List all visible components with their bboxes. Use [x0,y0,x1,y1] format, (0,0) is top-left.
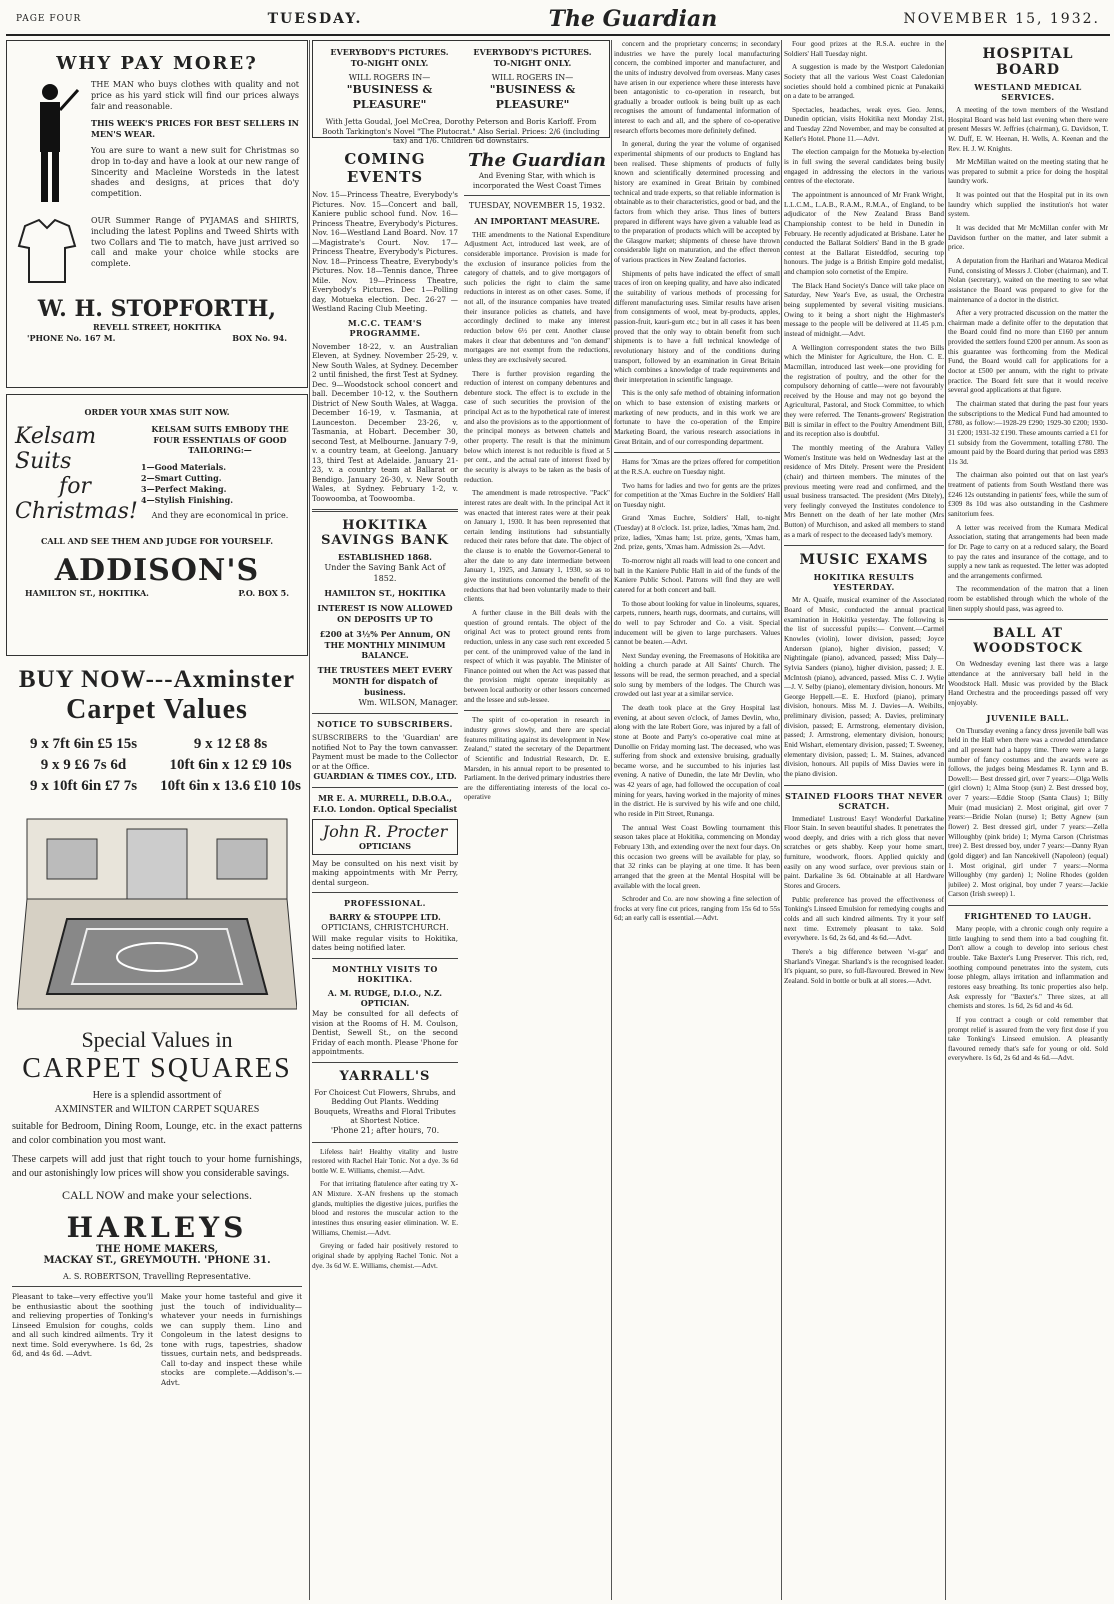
masthead-day: TUESDAY. [267,11,363,27]
news-paragraph: Immediate! Lustrous! Easy! Wonderful Darkaline Floor Stain. In seven beautiful shades. It penetrates the wood deeply, and dries with a rich gloss that never scratches or gets shabby. Keep your home smart, furniture, woodwork, floors. Applied quickly and easily on any wood surface, over previous stain or paint. Darkaline 3s 6d. Obtainable at all Hardware Stores and Grocers. [784,814,944,891]
column-1-ads [6,40,308,1600]
news-paragraph: Shipments of pelts have indicated the effect of small traces of iron on keeping quality, and have also indicated the suitability of various methods of processing for different manufacturing uses. Similar results have arisen from consignments of wool, meat by-products, apples, passion-fruit, kauri-gum etc.; but in all cases it has been proved that the only way to obtain benefit from such shipments is to have a full technical knowledge of revolutionary history and of the conditions during transport, followed by an examination in Great Britain which combines a knowledge of trade requirements and their interpretation in scientific language. [614,269,780,384]
box-number: BOX No. 94. [232,332,287,343]
bank-interest: INTEREST IS NOW ALLOWED ON DEPOSITS UP TO [317,603,453,624]
bank-manager: Wm. WILSON, Manager. [358,697,458,707]
column-rule [611,40,612,1600]
price-item: 9 x 7ft 6in £5 15s [29,736,138,752]
pictures-header: EVERYBODY'S PICTURES. TO-NIGHT ONLY. [330,47,449,68]
advertiser-name: W. H. STOPFORTH, [37,296,277,322]
hospital-board-subtitle: WESTLAND MEDICAL SERVICES. [974,82,1082,102]
phone-number: 'PHONE No. 167 M. [27,332,116,343]
notice-signature: GUARDIAN & TIMES COY., LTD. [313,771,457,782]
ad-subheading: Special Values in [81,1027,233,1052]
editorial-heading: AN IMPORTANT MEASURE. [474,215,600,226]
divider [312,892,458,893]
editorial-paragraph: THE amendments to the National Expenditure Adjustment Act, introduced last week, are of considerable importance. Provision is made for the exclusion of insurance policies from the category of chattels, and to give mortgagors of such policies the right to claim the same reductions in interest as on other cases. Some, if not all, of the insurance companies have treated their insurance policies as chattels, and have accordingly declined to make any interest reduction below 6½ per cent. Another clause makes it clear that debentures and "on demand" mortgages are not exempt from the reductions, unless they are exclusively secured. [464,230,610,364]
news-paragraph: The recommendation of the matron that a linen room be established through which the whole of the linen supply should pass, was agreed to. [948,585,1108,613]
news-paragraph: The appointment is announced of Mr Frank Wright, L.L.C.M., L.A.B., R.A.M., R.M.A., of England, to be adjudicator of the New Zealand Brass Band Championship contest to be held in Dunedin in February. He recently adjudicated at Brisbane. Later he conducted the Ballarat Soldiers' Band in the B grade contest at the Ballarat Eisteddfod, securing top honours. The judge is a British Empire gold medalist, and champion solo cornetist of the Empire. [784,190,944,277]
divider [312,958,458,959]
masthead [6,4,1110,36]
divider [784,545,944,546]
optician-logo-sub: OPTICIANS [358,840,412,851]
column-2a [312,144,458,1275]
hospital-board-title: HOSPITAL BOARD [982,46,1074,78]
news-paragraph: The monthly meeting of the Arahura Valley Women's Institute was held on Wednesday last at the residence of Mrs Ditely. Present were the President (chair) and thirteen members. The minutes of the previous meeting were read and confirmed, and the usual business transacted. The president (Mrs Ditely), very feelingly conveyed the Institutes condolence to Mrs Bennett on the death of her late mother (Mrs Button) of Murchison, and asked all members to stand as a mark of respect to the deceased lady's memory. [784,443,944,539]
barry-sub: OPTICIANS, CHRISTCHURCH. [321,922,449,932]
page-label: PAGE FOUR [16,14,82,24]
rudge-name: A. M. RUDGE, D.I.O., N.Z. OPTICIAN. [327,987,443,1009]
bank-established: ESTABLISHED 1868. [338,552,432,562]
juvenile-title: JUVENILE BALL. [986,712,1070,723]
ad-text: And they are economical in price. [151,511,289,521]
news-paragraph: It was decided that Mr McMillan confer with Mr Davidson further on the matter, and later submit a price. [948,224,1108,252]
divider [614,452,780,453]
savings-bank-title: HOKITIKA SAVINGS BANK [321,518,449,548]
price-item: 10ft 6in x 13.6 £10 10s [160,778,301,794]
optician-name: MR E. A. MURRELL, D.B.O.A., F.I.O. London. Optical Specialist [312,793,458,814]
bank-address: HAMILTON ST., HOKITIKA [324,588,446,599]
news-paragraph: A suggestion is made by the Westport Caledonian Society that all the various West Coast Caledonian societies should hold a combined picnic at Punakaiki on a date to be arranged. [784,63,944,101]
barry-text: Will make regular visits to Hokitika, dates being notified later. [312,933,458,953]
advertiser-name: HARLEYS [66,1211,248,1244]
ad-text: Here is a splendid assortment of [92,1090,222,1101]
ad-heading: ORDER YOUR XMAS SUIT NOW. [84,407,230,417]
news-paragraph: The Black Hand Society's Dance will take place on Saturday, New Year's Eve, as usual, the Orchestra being supplemented by several visiting musicians. Owing to it being a short night the Highmaster's message to the people will be delivered at 11.45 p.m. instead of midnight.—Advt. [784,281,944,338]
will-rogers: WILL ROGERS IN— [491,72,574,82]
editorial-paragraph: The amendment is made retrospective. "Pack" interest rates are dealt with. In the principal Act it was enacted that interest rates were at their peak on January 1, 1930. It has been represented that certain lending institutions had substantially reduced their rates before that date. The object of the clause is to enable the Governor-General to alter the date to any date intermediate between January 1, 1925, and January 1, 1930, so as to give the institutions concerned the benefit of the reductions that had been voluntarily made to their clients. [464,489,610,604]
ad-title: WHY PAY MORE? [56,53,258,74]
ad-headline: Carpet Values [66,694,248,725]
ad-text: These carpets will add just that right touch to your home furnishings, and our astonishingly low prices will show you considerable savings. [12,1154,302,1179]
news-paragraph: Schroder and Co. are now showing a fine selection of frocks at very fine cut prices, ranging from 15s 6d to 55s 6d; an early call is essential.—Advt. [614,895,780,923]
news-paragraph: Mr McMillan waited on the meeting stating that he was prepared to submit a price for doing the hospital laundry work. [948,158,1108,186]
divider [312,713,458,714]
news-paragraph: There's a big difference between 'vi-gar' and Sharland's Vinegar. Sharland's is the recognised leader. It's piquant, so pure, so full-flavoured. Brewed in New Zealand. Sold in bottle or bulk at all stores.—Advt. [784,947,944,985]
pyjamas-illustration [15,216,85,290]
ad-text: suitable for Bedroom, Dining Room, Lounge, etc. in the exact patterns and color combination you most want. [12,1121,302,1146]
column-2 [312,40,610,1600]
divider [784,785,944,786]
news-paragraph: Next Sunday evening, the Freemasons of Hokitika are holding a church parade at All Saints' Church. The lessons will be read, the sermon preached, and a special solo sung by members of the lodges. The Church was crowded out last year at a similar service. [614,651,780,699]
advertiser-address: REVELL STREET, HOKITIKA [92,322,222,332]
yarrall-title: YARRALL'S [339,1068,431,1084]
editorial-subtitle: And Evening Star, with which is incorporated the West Coast Times [472,171,602,190]
optician-logo [312,819,458,855]
ad-text: KELSAM SUITS EMBODY THE FOUR ESSENTIALS OF GOOD TAILORING:— [151,423,289,456]
news-paragraph: Many people, with a chronic cough only require a little laughing to send them into a bad coughing fit. Don't allow a cough to develop into serious chest trouble. Take Baxter's Lung Preserver. This rich, red, soothing compound penetrates into the system, cuts loose phlegm, allays irritation and inflammation and restores easy breathing. Its tonic properties also help. Ask expressly for "Baxter's." Three sizes, at all chemists and stores. 1s 6d, 2s 6d and 4s 6d. [948,925,1108,1011]
ad-text: THIS WEEK'S PRICES FOR BEST SELLERS IN MEN'S WEAR. [91,118,299,140]
stopforth-ad [6,40,308,388]
rudge-text: May be consulted for all defects of vision at the Rooms of H. M. Coulson, Dentist, Sewell St., on the second Friday of each month. Please 'Phone for appointments. [312,1009,458,1057]
ad-call: CALL NOW and make your selections. [62,1188,252,1202]
essential-item: 1—Good Materials. [141,462,227,473]
editorial-paragraph: There is further provision regarding the reduction of interest on company debentures and debenture stock. The effect is to exclude in the case of such securities the provision of the principal Act as to the hypothetical rate of interest and also the provisions as to the apportionment of the principal moneys as between chattels and other property. The result is that the minimum below which interest is not reducible is fixed at 5 per cent., and the actual rate of interest fixed by the security is always to be taken as the basis of reduction. [464,369,610,484]
column-rule [781,40,782,1600]
essential-item: 4—Stylish Finishing. [141,494,233,505]
news-paragraph: Public preference has proved the effectiveness of Tonking's Linseed Emulsion for remedying coughs and colds and all such kindred ailments. Try it your self next time. Extremely pleasant to take. Sold everywhere. 1s 6d, 2s 6d, and 4s 6d.—Advt. [784,895,944,943]
news-paragraph: On Thursday evening a fancy dress juvenile ball was held in the Hall when there was a crowded attendance and all present had a happy time. There were a large number of fancy costumes and the awards were as follows, the judges being Mesdames R. Lynn and B. Dowell:— Best dressed girl, over 7 years:—Olga Wells (girl clown) 1; Alma Stoop (sun) 2. Best dressed boy, over 7 years:—Eddie Stoop (Santa Claus) 1; Billy Muir (mad musician) 2. Most original, girl over 7 years:—Bridie Nolan (nurse) 1; Betty Agnew (sun flower) 2. Best dressed girl, under 7 years:—Zella Willoughby (pink bride) 1; Myrna Carson (Christmas tree) 2. Best dressed boy, under 7 years:—Danny Ryan (gold digger) and Ian Nancekivell (Napoleon) (equal) 1. Most original, girl under 7 years:—Norma Willoughby (my garden) 1; Noline Rhodes (golden jubilee) 2. Most original, boy under 7 years:—Jackie Carson (Irish sweep) 1. [948,726,1108,899]
script-heading: for [59,473,91,499]
divider [312,787,458,788]
news-paragraph: This is the only safe method of obtaining information on which to base extension of existing markets or marketing of new products, and in this work we are fortunate to have the co-operation of the Empire Marketing Board, the various research associations in Great Britain, and of our corresponding department. [614,389,780,446]
advt-xan: For that irritating flatulence after eating try X-AN Mixture. X-AN freshens up the stomach glands, multiplies the digestive juices, purifies the blood and restores the muscular action to the intestines thus ensuring easier elimination. W. E. Williams, Chemist.—Advt. [312,1180,458,1237]
film-cast: With Jetta Goudal, Joel McCrea, Dorothy Peterson and Boris Karloff. From Booth Tarkington's Novel "The Plutocrat." Also Serial. Prices: 2/6 (including tax) and 1/6. Children 6d downstairs. [322,117,600,146]
ball-title: BALL AT WOODSTOCK [973,626,1083,657]
ad-subheading: CARPET SQUARES [22,1053,292,1084]
mcc-programme: November 18-22, v. an Australian Eleven, at Sydney. November 25-29, v. New South Wales, at Sydney. December 2 until finished, the first Test at Sydney. Dec. 9—Woodstock school concert and ball. December 10-12, v. the Southern District of New South Wales, at Wagga. December 16-19, v. Tasmania, at Launceston. December 23-26, v. Tasmania, at Hobart. December 30, second Test, at Melbourne. January 7-9, v. a country team, at Geelong. January 13, third Test at Adelaide. January 21-23, v. a country team at Ballarat or Bendigo. January 26-30, v. New South Wales, at Sydney. February 1-2, v. Toowoomba, at Toowoomba. [312,341,458,503]
column-3 [614,40,780,1600]
pictures-header: EVERYBODY'S PICTURES. TO-NIGHT ONLY. [473,47,592,68]
divider [464,195,610,196]
column-rule [945,40,946,1600]
news-paragraph: If you contract a cough or cold remember that prompt relief is assured from the very first dose if you take Tonking's Linseed emulsion. A pleasantly flavoured remedy that's safe for young or old. Sold everywhere. 1s 6d, 2s 6d and 4s 6d.—Advt. [948,1015,1108,1063]
advertiser-address: MACKAY ST., GREYMOUTH. 'PHONE 31. [43,1255,271,1266]
masthead-title: The Guardian [548,6,718,32]
pictures-ad [312,40,610,146]
divider [312,509,458,512]
monthly-title: MONTHLY VISITS TO HOKITIKA. [332,963,438,984]
ad-text: THE MAN who buys clothes with quality and not price as his yard stick will find our prices always fair and reasonable. [91,80,299,111]
divider [948,905,1108,906]
bank-rate: £200 at 3½% Per Annum, ON THE MONTHLY MINIMUM BALANCE. [319,628,451,661]
advt-addison-home: Make your home tasteful and give it just the touch of individuality—whatever your needs in furnishings we can supply them. Lino and Congoleum in the latest designs to tone with rugs, tapestries, shadow tissues, curtain nets, and bedspreads. Call to-day and inspect these while stocks are complete.—Addison's.—Advt. [161,1292,302,1387]
film-title: "BUSINESS & PLEASURE" [346,83,433,112]
news-paragraph: Spectacles, headaches, weak eyes. Geo. Jenns, Dunedin optician, visits Hokitika next Monday 21st, and Tuesday 22nd November, and may be consulted at Keller's Hotel. Phone 11.—Advt. [784,105,944,143]
column-4 [784,40,944,1600]
box-number: P.O. BOX 5. [238,587,289,598]
mcc-title: M.C.C. TEAM'S PROGRAMME. [347,317,423,338]
news-paragraph: The chairman also pointed out that on last year's treatment of patients from South Westland there was £246 12s outstanding in patients' fees, while the sum of £309 8s 10d was also outstanding in the Cashmere sanitorium fees. [948,471,1108,518]
news-paragraph: A meeting of the town members of the Westland Hospital Board was held last evening when there were present Messrs W. Jeffries (chairman), G. Davidson, T. W. Duff, E. W. Heenan, H. Wells, A. Keenan and the Rev. H. J. W. Knights. [948,106,1108,153]
figure-icon [20,80,80,210]
divider [464,710,610,711]
news-paragraph: Grand 'Xmas Euchre, Soldiers' Hall, to-night (Tuesday) at 8 o'clock. 1st. prize, ladies, 'Xmas ham, 2nd. prize, ladies, 'Xmas ham; 1st. prize, gents, 'Xmas ham, 2nd. prize, gents, 'Xmas ham. Admission 2s.—Advt. [614,514,780,552]
news-paragraph: Hams for 'Xmas are the prizes offered for competition at the R.S.A. euchre on Tuesday night. [614,458,780,476]
advt-emulsion: Pleasant to take—very effective you'll be enthusiastic about the soothing and relieving properties of Tonking's Linseed Emulsion for coughs, colds and all such kindred ailments. Try it next time. Sold everywhere. 1s 6d, 2s 6d, and 4s 6d. —Advt. [12,1292,153,1358]
bank-trustees: THE TRUSTEES MEET EVERY MONTH for dispatch of business. [317,665,453,697]
news-paragraph: It was pointed out that the Hospital put in its own laundry which supplied the institution's hot water system. [948,191,1108,219]
notice-text: SUBSCRIBERS to the 'Guardian' are notified Not to Pay the town canvasser. Payment must be made to the Collector or at the Office. [312,733,458,771]
news-paragraph: The election campaign for the Motueka by-election is in full swing the several candidates being busily engaged in addressing the electors in the various centres of the electorate. [784,148,944,186]
coming-events-title: COMING EVENTS [344,150,426,186]
bank-act: Under the Saving Bank Act of 1852. [324,562,446,583]
divider [12,1286,302,1287]
editorial-column [464,144,610,1275]
will-rogers: WILL ROGERS IN— [348,72,431,82]
ad-call: CALL AND SEE THEM AND JUDGE FOR YOURSELF. [40,535,274,546]
professional-title: PROFESSIONAL. [344,898,426,909]
news-paragraph: The death took place at the Grey Hospital last evening, at about seven o'clock, of James Devlin, who, along with the late Robert Gore, was injured by a fall of stone at Boote and Party's co-operative coal mine at Dunollie on Friday morning last. The deceased, who was suffering from shock and extensive bruising, gradually became worse, and he succumbed to his injuries last evening. A native of Dunedin, the late Mr Devlin, who was 42 years of age, had followed the occupation of coal mining for years, having worked in the majority of mines in the district. He is survived by his wife and one child, who reside in Pitt Street, Runanga. [614,704,780,819]
essential-item: 3—Perfect Making. [141,483,227,494]
essential-item: 2—Smart Cutting. [141,472,222,483]
news-paragraph: concern and the proprietary concerns; in secondary industries we have the purely local manufacturing concern, the combined importer and manufacturer, and the units of industry devolved from overseas. Many cases have arisen in our experience where these interests have been antagonistic to co-operation in research, but gradually a broader outlook is being built up as each recognises the amount of fundamental information of interest to each and all, and the sphere of co-operative research efforts becomes more definitely defined. [614,40,780,135]
yarrall-phone: 'Phone 21; after hours, 70. [330,1125,440,1135]
coming-events-list: Nov. 15—Princess Theatre, Everybody's Pictures. Nov. 15—Concert and ball, Kaniere public school fund. Nov. 16—Princess Theatre, Everybody's Pictures. Nov. 16—Westland Land Board. Nov. 17—Magistrate's Court. Nov. 17—Princess Theatre, Everybody's Pictures. Nov. 18—Princess Theatre, Everybody's Pictures. Nov. 18—Tennis dance, Three Mile. Nov. 19—Princess Theatre, Everybody's Pictures. Dec 1—Polling day, Motueka election. Dec. 26-27 —Westland Racing Club Meeting. [312,190,458,313]
shirt-icon [15,216,79,286]
ad-text: OUR Summer Range of PYJAMAS and SHIRTS, including the latest Poplins and Tweed Shirts with two Collars and Tie to match, have just arrived so call and make your choice while stocks are complete. [91,216,299,269]
ad-text: AXMINSTER and WILTON CARPET SQUARES [54,1103,260,1115]
news-paragraph: Four good prizes at the R.S.A. euchre in the Soldiers' Hall Tuesday night. [784,40,944,58]
price-item: 9 x 10ft 6in £7 7s [29,778,138,794]
yarrall-text: For Choicest Cut Flowers, Shrubs, and Bedding Out Plants. Wedding Bouquets, Wreaths and Floral Tributes at Shortest Notice. [314,1087,456,1126]
divider [312,1062,458,1063]
addison-ad [6,394,308,656]
news-paragraph: After a very protracted discussion on the matter the chairman made a definite offer to the deputation that the Board could find no more than £160 per annum provided the settlers found £200 per annum. As soon as this guarantee was forthcoming from the Medical Fund, the Board would call for applications for a doctor at £500 per annum, with the right to private practice. The Board felt sure that it would receive several good applications at that figure. [948,309,1108,395]
notice-title: NOTICE TO SUBSCRIBERS. [317,719,453,730]
news-paragraph: The annual West Coast Bowling tournament this season takes place at Hokitika, commencing on Monday February 13th, and extending over the next four days. On this occasion two greens will be available for play, so that 32 rinks can be playing at one time. It has been arranged that the green at the Mental Hospital will be available with the local green. [614,823,780,890]
news-paragraph: Two hams for ladies and two for gents are the prizes for competition at the 'Xmas Euchre in the Soldiers' Hall on Tuesday night. [614,481,780,509]
film-title: "BUSINESS & PLEASURE" [489,83,576,112]
news-paragraph: A Wellington correspondent states the two Bills which the Minister for Agriculture, the Hon. C. E. Macmillan, introduced last week—one providing for the registration of poultry, and the other for the compulsory dehorning of cattle—were not favourably received by the House and may not go beyond the Agricultural, Pastoral, and Stock Committee, to which they were referred. The Tenants-growers' Registration Bill is similar in effect to the Poultry Amendment Bill, and its reception also is doubtful. [784,343,944,439]
agent-line: A. S. ROBERTSON, Travelling Representative. [63,1272,251,1281]
price-item: 10ft 6in x 12 £9 10s [169,757,292,773]
optician-logo-text: John R. Procter [322,821,448,841]
price-item: 9 x 9 £6 7s 6d [40,757,127,773]
man-illustration [15,80,85,210]
news-paragraph: The chairman stated that during the past four years the subscriptions to the Medical Fund had amounted to £780, as follow:—1928-29 £290; 1929-30 £200; 1930-31 £200; 1931-32 £190. These amounts carried a £1 for £1 subsidy from the Government, totalling £780. The amount paid by the Board during that period was £893 11s 3d. [948,399,1108,466]
barry-name: BARRY & STOUPPE LTD. [329,912,441,923]
news-paragraph: To-morrow night all roads will lead to one concert and ball in the Kaniere Public Hall in aid of the funds of the Kaniere Public School. Patrons will find they are well catered for at both concert and ball. [614,557,780,594]
advertiser-name: ADDISON'S [54,552,260,588]
advertiser-tagline: THE HOME MAKERS, [95,1244,219,1255]
music-exams-title: MUSIC EXAMS [799,552,929,569]
ad-text: You are sure to want a new suit for Christmas so drop in to-day and have a look at our new range of Sincerity and Macleine Worsteds in the latest shades and designs, at prices that do'y competition. [91,145,299,199]
news-paragraph: To those about looking for value in linoleums, squares, carpets, runners, hearth rugs, doormats, and curtains, will do well to pay Schroder and Co. a visit. Special inducement will be given to large purchasers. Values cannot be beaten.—Advt. [614,599,780,647]
news-paragraph: In general, during the year the volume of organised experimental shipments of our products to England has been realised. These shipments of products of fully known and scientifically determined processing and history are examined in Great Britain by combined technical and trade experts, so that reliable information is obtainable as to their characteristics, good or bad, and the factors from which they arise. Thus lines of butters prepared in different ways have given a valuable lead as to the preparation of products which will be accepted by the Glasgow market; shipments of cheese have thrown considerable light on maturation, and the effect thereon of various practices in New Zealand factories. [614,140,780,265]
news-paragraph: Mr A. Quaife, musical examiner of the Associated Board of Music, conducted the annual practical examination in Hokitika yesterday. The following is the list of successful pupils:— Convent.—Carmel Knowles (violin), lower division, passed; Joyce Anderson (piano), higher division, passed; V. Nightingale (piano), advanced, passed; Miss Daly—Sylvia Sanders (piano), higher division, passed; J. E. McIntosh (piano), advanced, passed. Miss C. J. Wylie—J. V. Selby (piano), elementary division, honours. Mr George Heppell.—E. E. Huxford (piano), primary division, honours. Miss M. J. Davies—A. Weibilts, preliminary division, passed; A. Davies, preliminary division, passed; E. Armstrong, elementary division, passed; J. Armstrong, elementary division, honours; Enid Wishart, elementary division, passed; T. Sweeney, elementary division, passed; L. M. Staines, advanced division, honours. All pupils of Miss Davies were in the piano division. [784,596,944,778]
music-exams-subtitle: HOKITIKA RESULTS YESTERDAY. [813,572,915,593]
optician-text: May be consulted on his next visit by making appointments with Mr Perry, dental surgeon. [312,858,458,887]
editorial-date: TUESDAY, NOVEMBER 15, 1932. [468,201,606,210]
room-carpet-icon [17,809,297,1019]
carpet-illustration [12,809,302,1019]
floors-title: STAINED FLOORS THAT NEVER SCRATCH. [785,790,943,811]
price-item: 9 x 12 £8 8s [193,736,268,752]
masthead-date: NOVEMBER 15, 1932. [903,11,1100,27]
divider [312,1142,458,1143]
harleys-ad [6,662,308,1470]
editorial-paragraph: The spirit of co-operation in research in industry grows slowly, and there are special features militating against its development in New Zealand," stated the secretary of the Department of Scientific and Industrial Research, Dr. E. Marsden, in his annual report to be presented to Parliament. In the derived primary industries there are the differentiating interests of the local co-operative [464,716,610,802]
advertiser-address: HAMILTON ST., HOKITIKA. [25,587,149,598]
news-paragraph: On Wednesday evening last there was a large attendance at the anniversary ball held in the Woodstock Hall. Music was provided by the Black Hand Orchestra and the proceedings passed off very enjoyably. [948,660,1108,707]
advt-greying: Greying or faded hair positively restored to original shade by applying Rachel Tonic. Not a dye. 3s 6d W. E. Williams, chemist.—Advt. [312,1242,458,1270]
script-heading: Kelsam Suits [15,423,97,474]
editorial-title: The Guardian [468,150,606,171]
frightened-title: FRIGHTENED TO LAUGH. [964,911,1092,922]
news-paragraph: A letter was received from the Kumara Medical Association, stating that arrangements had been made for Dr. Page to carry on at a reduced salary, the Board to pay the rates and insurance of the cottage, and to supply a new tank as requested. The letter was adopted and the arrangements confirmed. [948,523,1108,580]
editorial-paragraph: A further clause in the Bill deals with the question of ground rentals. The object of the original Act was to protect ground rents from reduction, unless in any case such rent exceeded 5 per cent. of the unimproved value of the land in respect of which it was payable. The Minister of Finance pointed out when the Act was passed that the provision might operate inequitably as between local authority or other lessors concerned and the lessee and sub-lessee. [464,608,610,704]
price-list [12,736,302,795]
ad-headline: BUY NOW---Axminster [18,666,296,693]
column-5 [948,40,1108,1600]
script-heading: Christmas! [15,498,138,524]
column-rule [309,40,310,1600]
news-paragraph: A deputation from the Harihari and Wataroa Medical Fund, consisting of Messrs J. Clober (chairman), and T. Nolan (secretary), waited on the meeting to see what assistance the Board was prepared to give for the maintenance of a doctor in the district. [948,256,1108,304]
divider [948,619,1108,620]
advt-lifeless-hair: Lifeless hair! Healthy vitality and lustre restored with Rachel Hair Tonic. Not a dye. 3s 6d bottle W. E. Williams, chemist.—Advt. [312,1147,458,1175]
